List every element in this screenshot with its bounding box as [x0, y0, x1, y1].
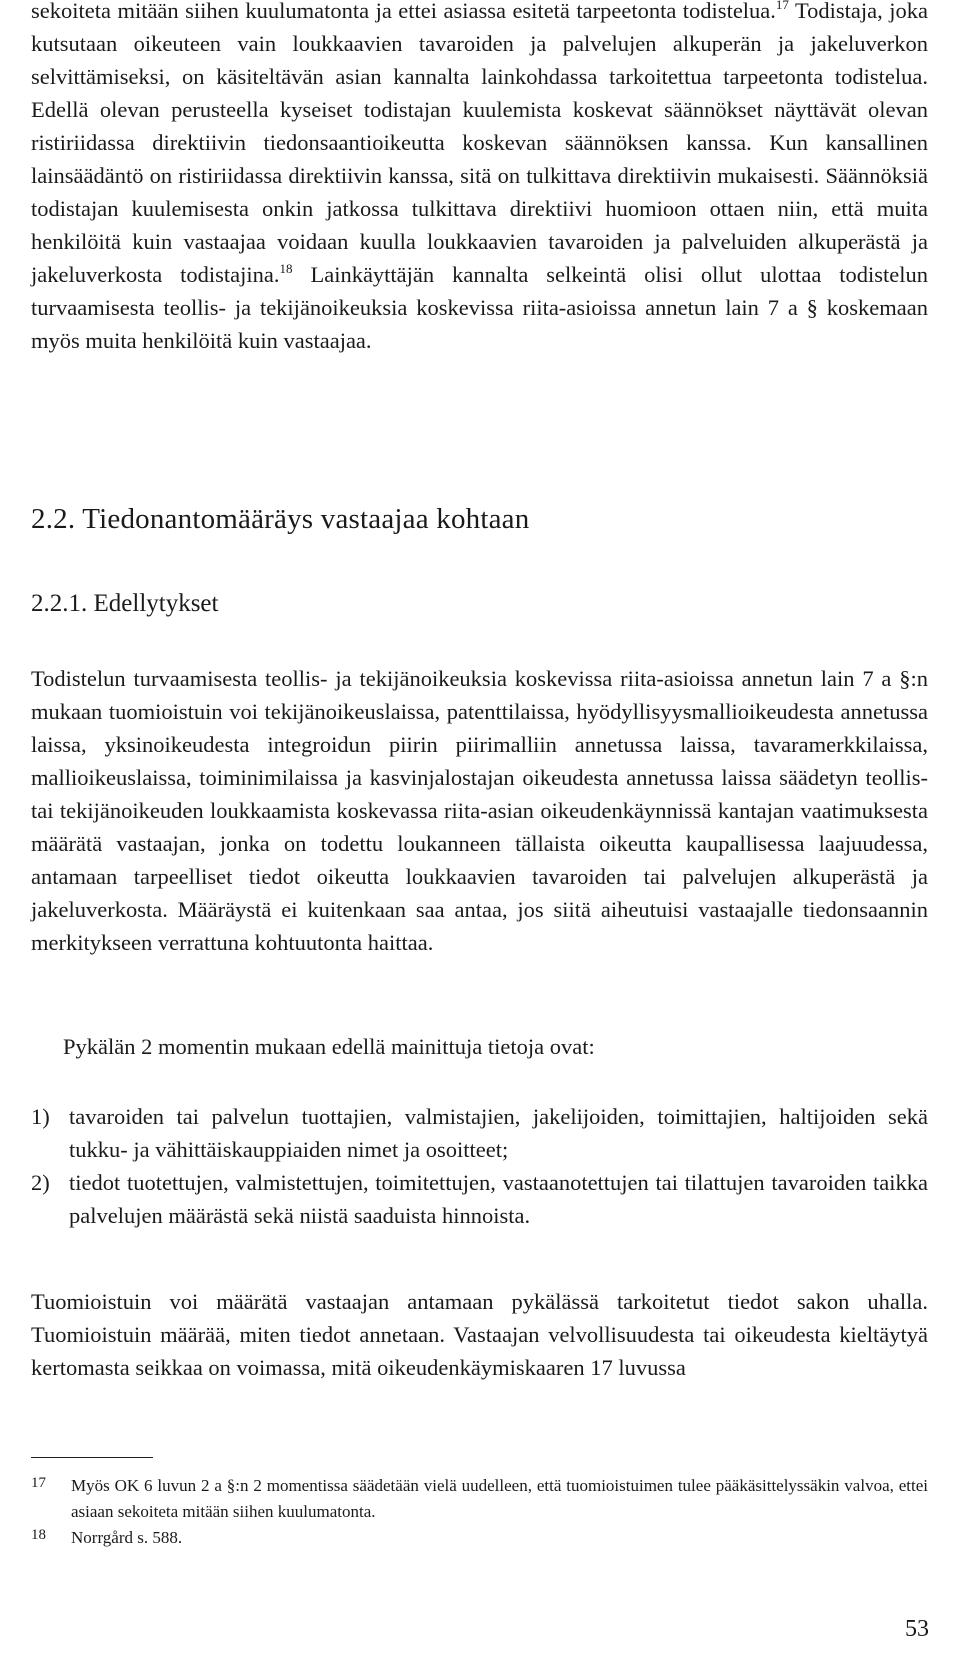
footnote-divider	[31, 1457, 153, 1458]
footnote-text: Norrgård s. 588.	[71, 1528, 183, 1547]
numbered-list	[31, 1100, 928, 1232]
list-item-text: tiedot tuotettujen, valmistettujen, toimitettujen, vastaanotettujen tai tilattujen tavaroiden taikka palvelujen määrästä sekä niistä saaduista hinnoista.	[69, 1170, 928, 1228]
footnote-ref-17[interactable]: 17	[775, 0, 789, 12]
list-item	[31, 1166, 928, 1232]
list-item-number: 1)	[31, 1104, 50, 1129]
footnote-number: 18	[31, 1527, 46, 1543]
footnote-17	[31, 1473, 928, 1525]
paragraph-top-text-3: Lainkäyttäjän kannalta selkeintä olisi ollut ulottaa todistelun turvaamisesta teollis- ja tekijänoikeuksia koskevissa riita-asioissa annetun lain 7 a § koskemaan myös muita henkilöitä kuin vastaajaa.	[31, 262, 928, 353]
footnote-ref-18[interactable]: 18	[279, 261, 293, 276]
subsection-heading: 2.2.1. Edellytykset	[31, 590, 219, 617]
section-heading: 2.2. Tiedonantomääräys vastaajaa kohtaan	[31, 503, 530, 535]
page-number: 53	[905, 1616, 929, 1642]
footnote-text: Myös OK 6 luvun 2 a §:n 2 momentissa säädetään vielä uudelleen, että tuomioistuimen tulee pääkäsittelyssäkin valvoa, ettei asiaan sekoiteta mitään siihen kuulumatonta.	[71, 1476, 928, 1521]
footnote-number: 17	[31, 1475, 46, 1491]
paragraph-top-text-1: sekoiteta mitään siihen kuulumatonta ja ettei asiassa esitetä tarpeetonta todistelua.	[31, 0, 776, 23]
list-item-number: 2)	[31, 1170, 50, 1195]
paragraph-list-intro: Pykälän 2 momentin mukaan edellä mainittuja tietoja ovat:	[63, 1034, 595, 1059]
paragraph-top-text-2: Todistaja, joka kutsutaan oikeuteen vain loukkaavien tavaroiden ja palvelujen alkuperän ja jakeluverkon selvittämiseksi, on käsiteltävän asian kannalta lainkohdassa tarkoitettua tarpeetonta todistelua. Edellä olevan perusteella kyseiset todistajan kuulemista koskevat säännökset näyttävät olevan ristiriidassa direktiivin tiedonsaantioikeutta koskevan säännöksen kanssa. Kun kansallinen lainsäädäntö on ristiriidassa direktiivin kanssa, sitä on tulkittava direktiivin mukaisesti. Säännöksiä todistajan kuulemisesta onkin jatkossa tulkittava direktiivi huomioon ottaen niin, että muita henkilöitä kuin vastaajaa voidaan kuulla loukkaavien tavaroiden ja palveluiden alkuperästä ja jakeluverkosta todistajina.	[31, 0, 928, 287]
paragraph-main: Todistelun turvaamisesta teollis- ja tekijänoikeuksia koskevissa riita-asioissa annetun lain 7 a §:n mukaan tuomioistuin voi tekijänoikeuslaissa, patenttilaissa, hyödyllisyysmallioikeudesta annetussa laissa, yksinoikeudesta integroidun piirin piirimalliin annetussa laissa, tavaramerkkilaissa, mallioikeuslaissa, toiminimilaissa ja kasvinjalostajan oikeudesta annetussa laissa säädetyn teollis- tai tekijänoikeuden loukkaamista koskevassa riita-asian oikeudenkäynnissä kantajan vaatimuksesta määrätä vastaajan, jonka on todettu loukanneen tällaista oikeutta kaupallisessa laajuudessa, antamaan tarpeelliset tiedot oikeutta loukkaavien tavaroiden tai palvelujen alkuperästä ja jakeluverkosta. Määräystä ei kuitenkaan saa antaa, jos siitä aiheutuisi vastaajalle tiedonsaannin merkitykseen verrattuna kohtuutonta haittaa.	[31, 666, 928, 955]
footnotes	[31, 1473, 928, 1551]
paragraph-top	[31, 0, 928, 357]
list-item	[31, 1100, 928, 1166]
list-item-text: tavaroiden tai palvelun tuottajien, valmistajien, jakelijoiden, toimittajien, haltijoiden sekä tukku- ja vähittäiskauppiaiden nimet ja osoitteet;	[69, 1104, 928, 1162]
paragraph-last: Tuomioistuin voi määrätä vastaajan antamaan pykälässä tarkoitetut tiedot sakon uhalla. Tuomioistuin määrää, miten tiedot annetaan. Vastaajan velvollisuudesta tai oikeudesta kieltäytyä kertomasta seikkaa on voimassa, mitä oikeudenkäymiskaaren 17 luvussa	[31, 1289, 928, 1380]
footnote-18	[31, 1525, 928, 1551]
